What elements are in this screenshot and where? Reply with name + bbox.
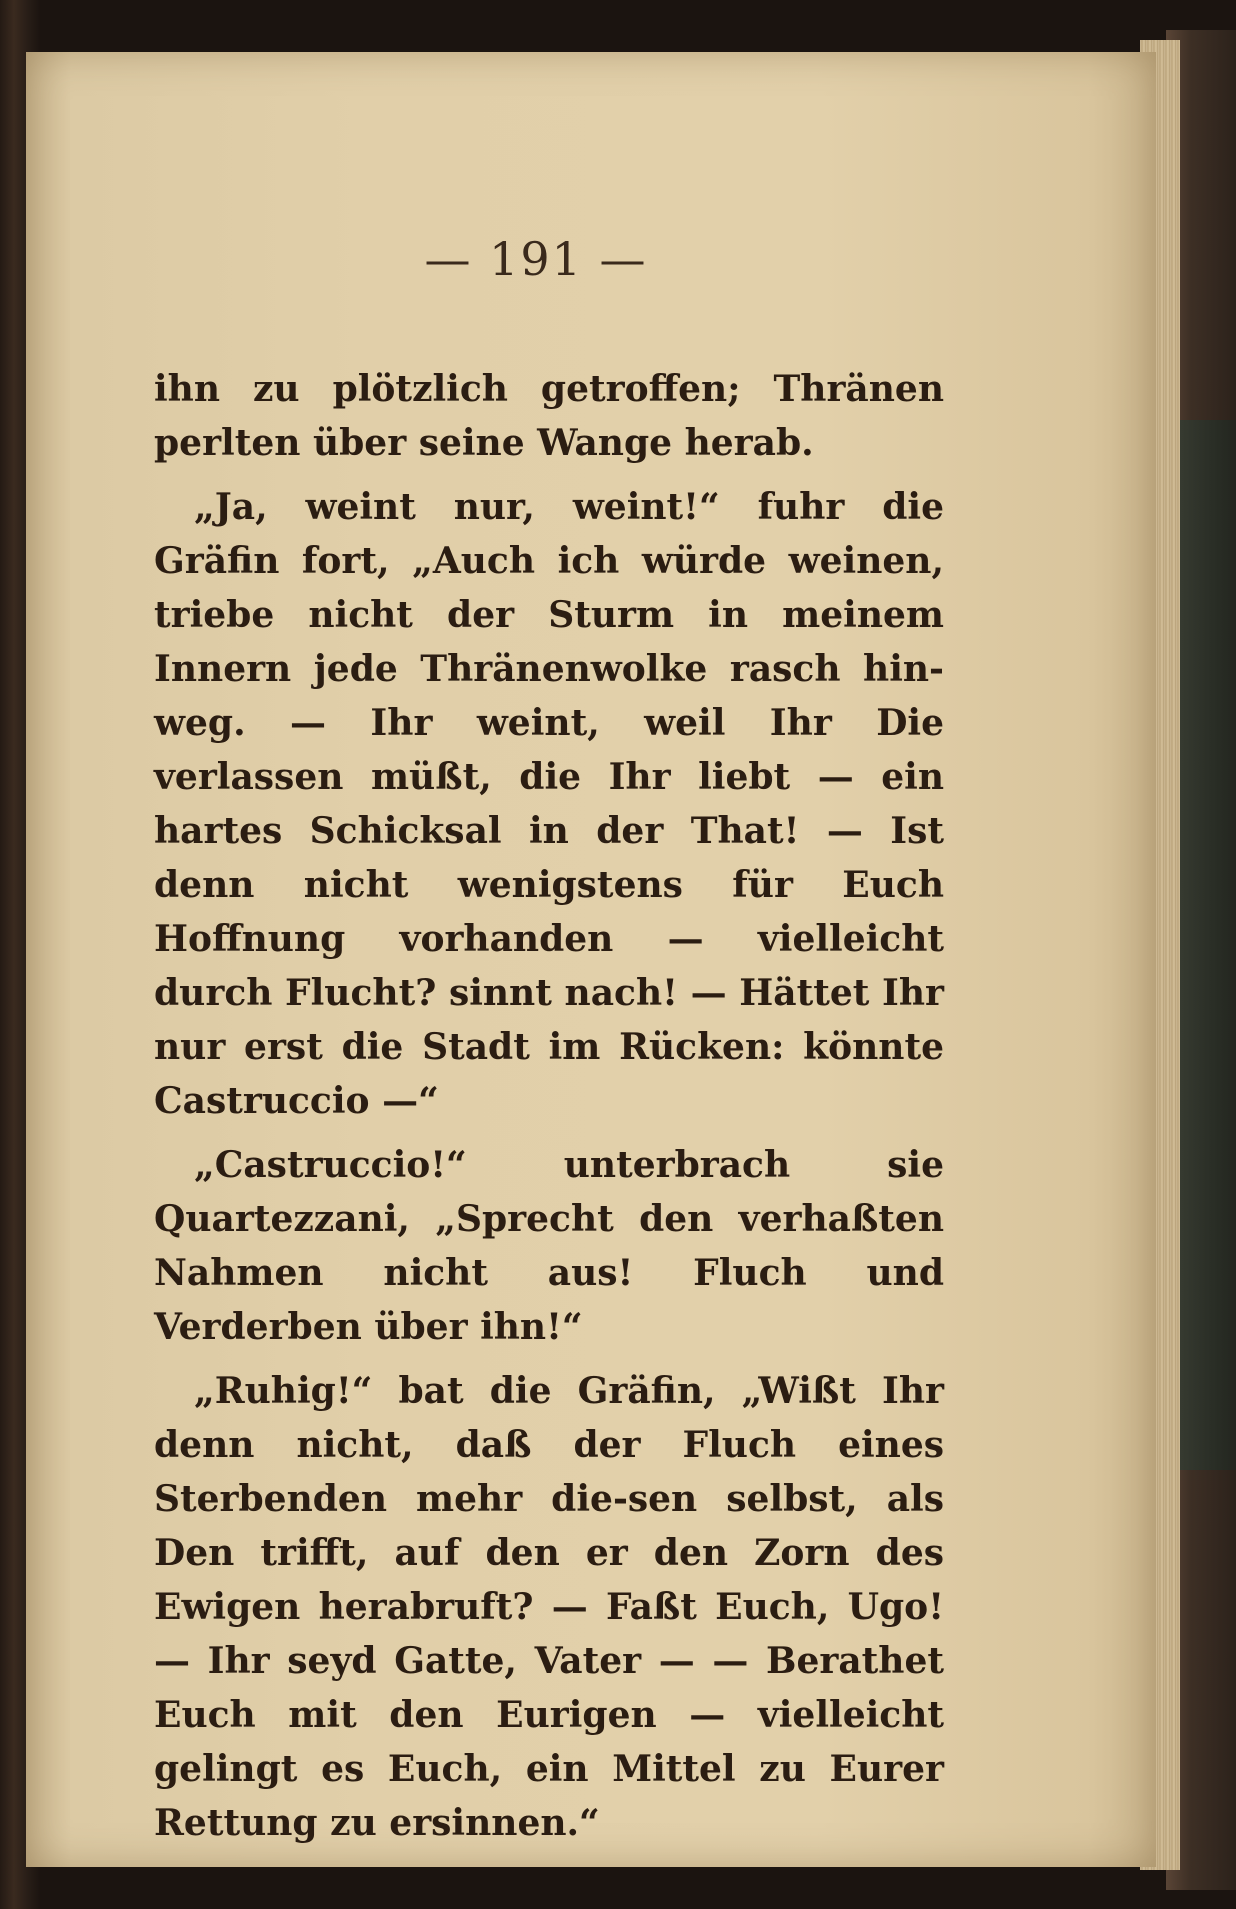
page-text — [154, 362, 944, 1850]
paragraph-3: „Castruccio!“ unterbrach sie Quartezzani, „Sprecht den verhaßten Nahmen nicht aus! Fluch und Verderben über ihn!“ — [154, 1144, 944, 1348]
book-page — [26, 52, 1156, 1867]
paragraph-4: „Ruhig!“ bat die Gräfin, „Wißt Ihr denn nicht, daß der Fluch eines Sterbenden mehr die-sen selbst, als Den trifft, auf den er den Zorn des Ewigen herabruft? — Faßt Euch, Ugo! — Ihr seyd Gatte, Vater — — Berathet Euch mit den Eurigen — vielleicht gelingt es Euch, ein Mittel zu Eurer Rettung zu ersinnen.“ — [154, 1370, 944, 1844]
paragraph-1: ihn zu plötzlich getroffen; Thränen perlten über seine Wange herab. — [154, 368, 944, 464]
page-number: — 191 — — [424, 232, 648, 286]
paragraph-2: „Ja, weint nur, weint!“ fuhr die Gräfin fort, „Auch ich würde weinen, triebe nicht der Sturm in meinem Innern jede Thränenwolke rasch hin-weg. — Ihr weint, weil Ihr Die verlassen müßt, die Ihr liebt — ein hartes Schicksal in der That! — Ist denn nicht wenigstens für Euch Hoffnung vorhanden — vielleicht durch Flucht? sinnt nach! — Hättet Ihr nur erst die Stadt im Rücken: könnte Castruccio —“ — [154, 486, 944, 1122]
